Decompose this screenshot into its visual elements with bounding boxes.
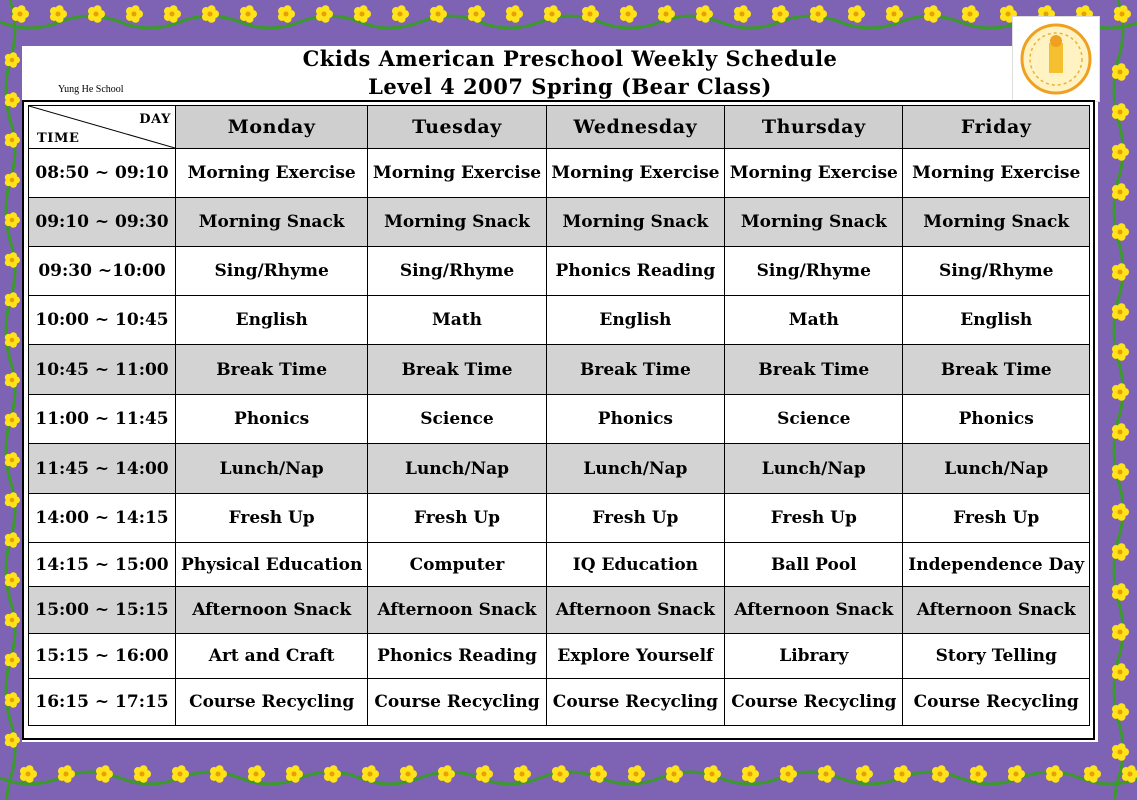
flower-icon [810, 5, 827, 23]
flower-icon [1112, 423, 1129, 441]
flower-icon [240, 5, 257, 23]
flower-icon [5, 532, 20, 548]
flower-icon [924, 5, 941, 23]
flower-icon [5, 452, 20, 468]
flower-icon [20, 765, 37, 783]
header-row [29, 106, 1090, 149]
flower-icon [172, 765, 189, 783]
activity-cell: Phonics Reading [546, 247, 724, 296]
flower-icon [1112, 223, 1129, 241]
flower-icon [12, 5, 29, 23]
flower-icon [886, 5, 903, 23]
activity-cell: IQ Education [546, 543, 724, 587]
activity-cell: Morning Snack [546, 198, 724, 247]
flower-icon [962, 5, 979, 23]
time-cell: 15:00 ~ 15:15 [29, 587, 176, 634]
activity-cell: Morning Snack [903, 198, 1090, 247]
activity-cell: Sing/Rhyme [368, 247, 546, 296]
flower-icon [134, 765, 151, 783]
activity-cell: Afternoon Snack [725, 587, 903, 634]
flower-icon [848, 5, 865, 23]
flower-icon [1122, 765, 1137, 783]
table-row [29, 247, 1090, 296]
activity-cell: Course Recycling [725, 679, 903, 726]
flower-icon [514, 765, 531, 783]
flower-icon [438, 765, 455, 783]
flower-icon [1112, 143, 1129, 161]
flower-icon [1112, 703, 1129, 721]
flower-icon [5, 612, 20, 628]
flower-icon [666, 765, 683, 783]
table-row [29, 634, 1090, 679]
flower-icon [704, 765, 721, 783]
flower-icon [248, 765, 265, 783]
schedule-body [29, 149, 1090, 726]
activity-cell: Morning Exercise [368, 149, 546, 198]
flower-icon [126, 5, 143, 23]
flower-icon [1046, 765, 1063, 783]
flower-icon [5, 652, 20, 668]
table-row [29, 395, 1090, 444]
activity-cell: Story Telling [903, 634, 1090, 679]
activity-cell: Break Time [903, 345, 1090, 395]
activity-cell: Break Time [546, 345, 724, 395]
flower-icon [5, 172, 20, 188]
flower-icon [818, 765, 835, 783]
time-cell: 16:15 ~ 17:15 [29, 679, 176, 726]
flower-icon [392, 5, 409, 23]
flower-icon [5, 412, 20, 428]
activity-cell: Sing/Rhyme [725, 247, 903, 296]
activity-cell: Break Time [368, 345, 546, 395]
flower-icon [5, 572, 20, 588]
flower-icon [1112, 303, 1129, 321]
time-cell: 09:10 ~ 09:30 [29, 198, 176, 247]
activity-cell: Science [368, 395, 546, 444]
time-cell: 09:30 ~10:00 [29, 247, 176, 296]
activity-cell: Break Time [725, 345, 903, 395]
schedule-table [28, 105, 1090, 726]
flower-icon [5, 692, 20, 708]
activity-cell: Lunch/Nap [725, 444, 903, 494]
flower-icon [210, 765, 227, 783]
flower-icon [932, 765, 949, 783]
activity-cell: Course Recycling [368, 679, 546, 726]
activity-cell: Phonics [903, 395, 1090, 444]
activity-cell: Sing/Rhyme [903, 247, 1090, 296]
time-cell: 11:00 ~ 11:45 [29, 395, 176, 444]
activity-cell: Phonics Reading [368, 634, 546, 679]
activity-cell: Break Time [176, 345, 368, 395]
flower-icon [58, 765, 75, 783]
flower-icon [1008, 765, 1025, 783]
flower-icon [88, 5, 105, 23]
flower-icon [506, 5, 523, 23]
flower-icon [1112, 183, 1129, 201]
time-cell: 11:45 ~ 14:00 [29, 444, 176, 494]
flower-icon [1112, 743, 1129, 761]
activity-cell: Fresh Up [176, 494, 368, 543]
activity-cell: Afternoon Snack [903, 587, 1090, 634]
activity-cell: Library [725, 634, 903, 679]
table-row [29, 444, 1090, 494]
flower-icon [1084, 765, 1101, 783]
activity-cell: Course Recycling [176, 679, 368, 726]
activity-cell: Phonics [176, 395, 368, 444]
flower-icon [1112, 463, 1129, 481]
day-header: Friday [903, 106, 1090, 149]
time-cell: 10:00 ~ 10:45 [29, 296, 176, 345]
flower-icon [5, 732, 20, 748]
day-header: Thursday [725, 106, 903, 149]
flower-icon [202, 5, 219, 23]
flower-icon [1112, 63, 1129, 81]
activity-cell: Explore Yourself [546, 634, 724, 679]
flower-icon [5, 492, 20, 508]
flower-icon [5, 252, 20, 268]
flower-icon [316, 5, 333, 23]
activity-cell: Afternoon Snack [176, 587, 368, 634]
flower-icon [278, 5, 295, 23]
page-subtitle: Level 4 2007 Spring (Bear Class) [368, 74, 772, 99]
flower-icon [354, 5, 371, 23]
flower-icon [742, 765, 759, 783]
table-row [29, 679, 1090, 726]
activity-cell: Afternoon Snack [368, 587, 546, 634]
activity-cell: Sing/Rhyme [176, 247, 368, 296]
flower-icon [628, 765, 645, 783]
activity-cell: Morning Exercise [903, 149, 1090, 198]
flower-icon [1112, 263, 1129, 281]
table-row [29, 494, 1090, 543]
activity-cell: Fresh Up [546, 494, 724, 543]
activity-cell: Art and Craft [176, 634, 368, 679]
activity-cell: Fresh Up [903, 494, 1090, 543]
activity-cell: English [176, 296, 368, 345]
day-header: Monday [176, 106, 368, 149]
flower-icon [1112, 623, 1129, 641]
seal-icon [1013, 17, 1099, 101]
corner-cell [29, 106, 176, 149]
flower-icon [5, 52, 20, 68]
activity-cell: Morning Snack [368, 198, 546, 247]
flower-icon [1112, 503, 1129, 521]
flower-icon [5, 212, 20, 228]
flower-icon [1112, 343, 1129, 361]
flower-icon [544, 5, 561, 23]
table-row [29, 587, 1090, 634]
time-cell: 10:45 ~ 11:00 [29, 345, 176, 395]
flower-icon [1112, 383, 1129, 401]
flower-icon [1112, 103, 1129, 121]
flower-icon [1114, 5, 1131, 23]
flower-icon [1112, 663, 1129, 681]
activity-cell: Lunch/Nap [368, 444, 546, 494]
activity-cell: Physical Education [176, 543, 368, 587]
table-row [29, 543, 1090, 587]
flower-icon [430, 5, 447, 23]
activity-cell: Lunch/Nap [176, 444, 368, 494]
table-row [29, 149, 1090, 198]
activity-cell: Lunch/Nap [903, 444, 1090, 494]
time-cell: 15:15 ~ 16:00 [29, 634, 176, 679]
activity-cell: Lunch/Nap [546, 444, 724, 494]
flower-icon [5, 332, 20, 348]
flower-icon [970, 765, 987, 783]
activity-cell: Phonics [546, 395, 724, 444]
activity-cell: English [903, 296, 1090, 345]
activity-cell: English [546, 296, 724, 345]
activity-cell: Fresh Up [368, 494, 546, 543]
corner-time-label: TIME [37, 131, 80, 146]
activity-cell: Morning Snack [725, 198, 903, 247]
table-row [29, 345, 1090, 395]
activity-cell: Science [725, 395, 903, 444]
activity-cell: Math [368, 296, 546, 345]
flower-icon [5, 132, 20, 148]
flower-icon [780, 765, 797, 783]
flower-icon [620, 5, 637, 23]
flower-icon [5, 292, 20, 308]
activity-cell: Computer [368, 543, 546, 587]
activity-cell: Morning Exercise [725, 149, 903, 198]
activity-cell: Fresh Up [725, 494, 903, 543]
flower-icon [468, 5, 485, 23]
activity-cell: Afternoon Snack [546, 587, 724, 634]
activity-cell: Ball Pool [725, 543, 903, 587]
school-seal [1012, 16, 1100, 102]
flower-icon [164, 5, 181, 23]
table-row [29, 296, 1090, 345]
flower-icon [1112, 583, 1129, 601]
flower-icon [324, 765, 341, 783]
flower-icon [1112, 543, 1129, 561]
time-cell: 08:50 ~ 09:10 [29, 149, 176, 198]
flower-icon [894, 765, 911, 783]
activity-cell: Morning Snack [176, 198, 368, 247]
flower-icon [5, 372, 20, 388]
flower-icon [5, 92, 20, 108]
flower-icon [96, 765, 113, 783]
school-name: Yung He School [58, 84, 124, 95]
activity-cell: Course Recycling [903, 679, 1090, 726]
day-header: Tuesday [368, 106, 546, 149]
activity-cell: Morning Exercise [176, 149, 368, 198]
activity-cell: Course Recycling [546, 679, 724, 726]
flower-icon [734, 5, 751, 23]
page-title: Ckids American Preschool Weekly Schedule [302, 46, 838, 71]
time-cell: 14:15 ~ 15:00 [29, 543, 176, 587]
flower-icon [552, 765, 569, 783]
activity-cell: Morning Exercise [546, 149, 724, 198]
flower-icon [362, 765, 379, 783]
flower-icon [856, 765, 873, 783]
table-row [29, 198, 1090, 247]
time-cell: 14:00 ~ 14:15 [29, 494, 176, 543]
flower-icon [286, 765, 303, 783]
day-header: Wednesday [546, 106, 724, 149]
activity-cell: Independence Day [903, 543, 1090, 587]
flower-icon [658, 5, 675, 23]
corner-day-label: DAY [139, 112, 171, 127]
activity-cell: Math [725, 296, 903, 345]
